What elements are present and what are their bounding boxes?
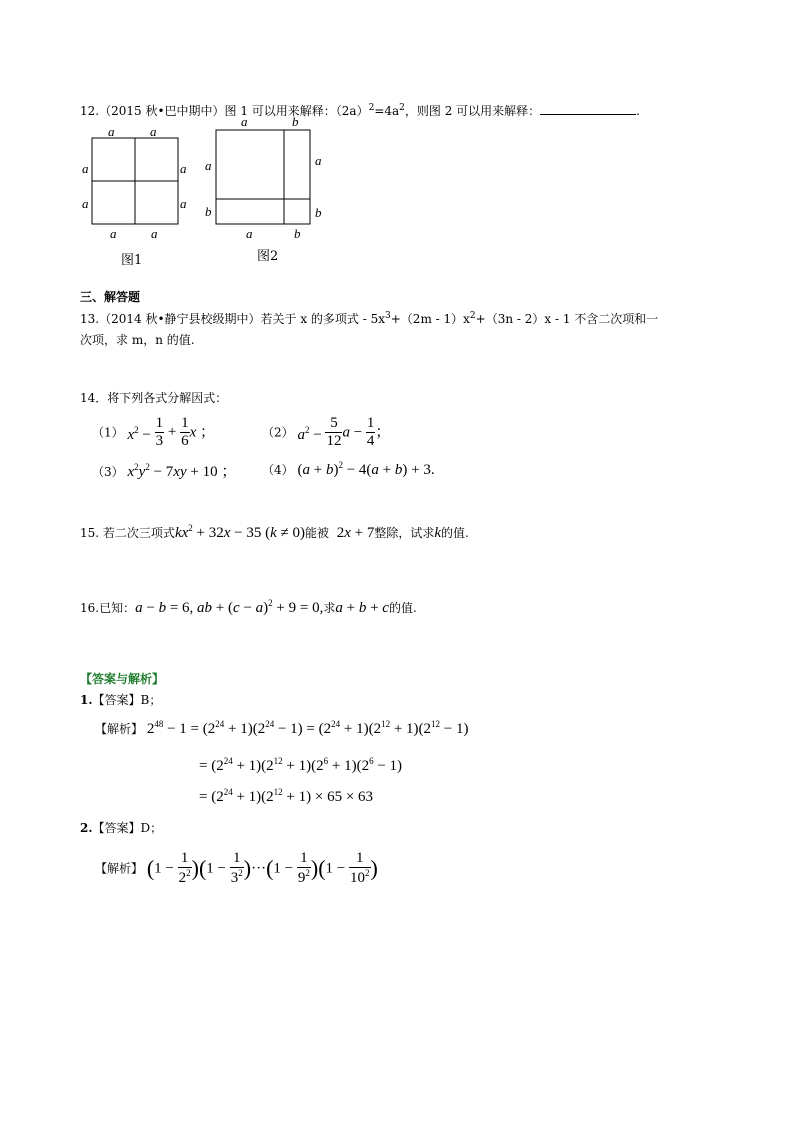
- answer-1-explain-2: = $(2^{24} + 1)(2^{12} + 1)(2^6 + 1)(2^6 - 1)$: [199, 756, 403, 774]
- answer-1-explain-1: 【解析】 $2^{48} - 1 = (2^{24} + 1)(2^{24} - 1) = (2^{24} + 1)(2^{12} + 1)(2^{12} - 1)$: [95, 719, 469, 737]
- answer-1-label: 【答案】: [92, 693, 141, 707]
- answer-1-number: 1.: [80, 693, 93, 707]
- fig2-right-b: b: [315, 205, 322, 220]
- q12-source: （2015 秋•巴中期中）: [99, 104, 225, 118]
- answer-2: [80, 819, 162, 836]
- q16-text-c: 的值.: [388, 601, 417, 615]
- q12-number: 12.: [80, 104, 100, 118]
- fig1-top-a2: a: [150, 124, 157, 139]
- fig1-left-a1: a: [82, 161, 89, 176]
- q15-line: 15. 若二次三项式$kx^2 + 32x - 35$ (k ≠ 0)能被 2x + 7整除，试求k的值.: [80, 523, 469, 541]
- answer-1-explain-label: 【解析】: [95, 722, 144, 736]
- answer-1-explain-3: = $(2^{24} + 1)(2^{12} + 1) \times 65 \times 63$: [199, 787, 374, 805]
- fig2-left-b: b: [205, 204, 212, 219]
- q14-text: 将下列各式分解因式：: [107, 391, 228, 405]
- fig1-right-a1: a: [180, 161, 187, 176]
- q14-part4: （4） $(a + b)^2 - 4(a + b) + 3$.: [262, 460, 435, 478]
- q12-line: 12.（2015 秋•巴中期中）图 1 可以用来解释：$(2a)^2=4a^2$，则图 2 可以用来解释： .: [80, 103, 640, 118]
- fig2-bottom-b: b: [294, 226, 301, 241]
- q13-text-3: +（3n - 2）x - 1 不含二次项和一: [475, 312, 659, 326]
- q14-p3-label: （3）: [92, 465, 124, 479]
- q13-number: 13.: [80, 312, 100, 326]
- fig2-right-a: a: [315, 153, 322, 168]
- q16-text-b: 求: [323, 601, 336, 615]
- q15-text-d: 的值.: [441, 526, 469, 540]
- fig2-top-b: b: [292, 114, 299, 129]
- q13-text-1: 若关于 x 的多项式 - 5x: [260, 312, 386, 326]
- q16-text-a: 已知：: [99, 601, 136, 615]
- q12-answer-blank[interactable]: [540, 102, 636, 115]
- q14-number: 14．: [80, 391, 108, 405]
- q14-p2-label: （2）: [262, 425, 294, 440]
- q14-part3: （3） $x^2y^2 - 7xy + 10$ ；: [92, 462, 237, 480]
- fig2-caption: 图2: [257, 249, 279, 264]
- fig2-top-a: a: [241, 114, 248, 129]
- section-title: 三、解答题: [80, 290, 141, 304]
- answer-2-number: 2.: [80, 821, 93, 835]
- figure-1: [80, 118, 200, 268]
- q14-part1: （1） $x^2$ − $\frac{1}{3}$ + $\frac{1}{6}$ x ；: [92, 415, 216, 449]
- answer-1-value: B；: [140, 693, 162, 707]
- answer-2-value: D；: [140, 821, 163, 835]
- fig1-bottom-a2: a: [151, 226, 158, 241]
- answer-2-label: 【答案】: [92, 821, 141, 835]
- q14-p4-label: （4）: [262, 463, 294, 477]
- q12-text-a: 图 1 可以用来解释：（2a）: [224, 104, 369, 118]
- answer-2-explain-label: 【解析】: [95, 861, 144, 876]
- fig2-bottom-a: a: [246, 226, 253, 241]
- fig1-right-a2: a: [180, 196, 187, 211]
- q15-number: 15.: [80, 526, 100, 540]
- q13-text-2: +（2m - 1）x: [390, 312, 470, 326]
- answers-title: 【答案与解析】: [80, 672, 165, 686]
- fig1-left-a2: a: [82, 196, 89, 211]
- fig2-left-a: a: [205, 158, 212, 173]
- q15-text-c: 整除，试求: [374, 526, 435, 540]
- fig1-caption: 图1: [121, 253, 143, 268]
- answer-2-explain: 【解析】 (1 − $\frac{1}{2^2}$ )(1 − $\frac{1}{3^2}$ )···(1 − $\frac{1}{9^2}$ )(1 − $\frac{1}{10^2}$ ): [95, 850, 378, 886]
- fig1-top-a1: a: [108, 124, 115, 139]
- q12-text-c: ，则图 2 可以用来解释：: [404, 104, 541, 118]
- answer-1: [80, 691, 161, 708]
- figure-2: [210, 118, 330, 238]
- q12-text-b: =4a: [374, 104, 400, 118]
- q13-line2: 次项，求 m，n 的值.: [80, 333, 195, 347]
- q13-source: （2014 秋•静宁县校级期中）: [99, 312, 261, 326]
- q13-line1: 13.（2014 秋•静宁县校级期中）若关于 x 的多项式 - $5x^3+(2m - 1)x^2+(3n - 2)x - 1$ 不含二次项和一: [80, 311, 659, 326]
- q15-text-a: 若二次三项式: [102, 526, 175, 540]
- fig1-bottom-a1: a: [110, 226, 117, 241]
- q15-text-b: 能被: [305, 526, 330, 540]
- q14-part2: （2） $a^2$ − $\frac{5}{12}$ a − $\frac{1}{4}$ ；: [262, 415, 391, 449]
- q16-line: 16.已知：a − b = 6, ab + $(c - a)^2 + 9 = 0$,求a + b + c的值.: [80, 598, 417, 616]
- q14-header: [80, 389, 227, 406]
- q14-p1-label: （1）: [92, 425, 124, 440]
- q16-number: 16.: [80, 601, 100, 615]
